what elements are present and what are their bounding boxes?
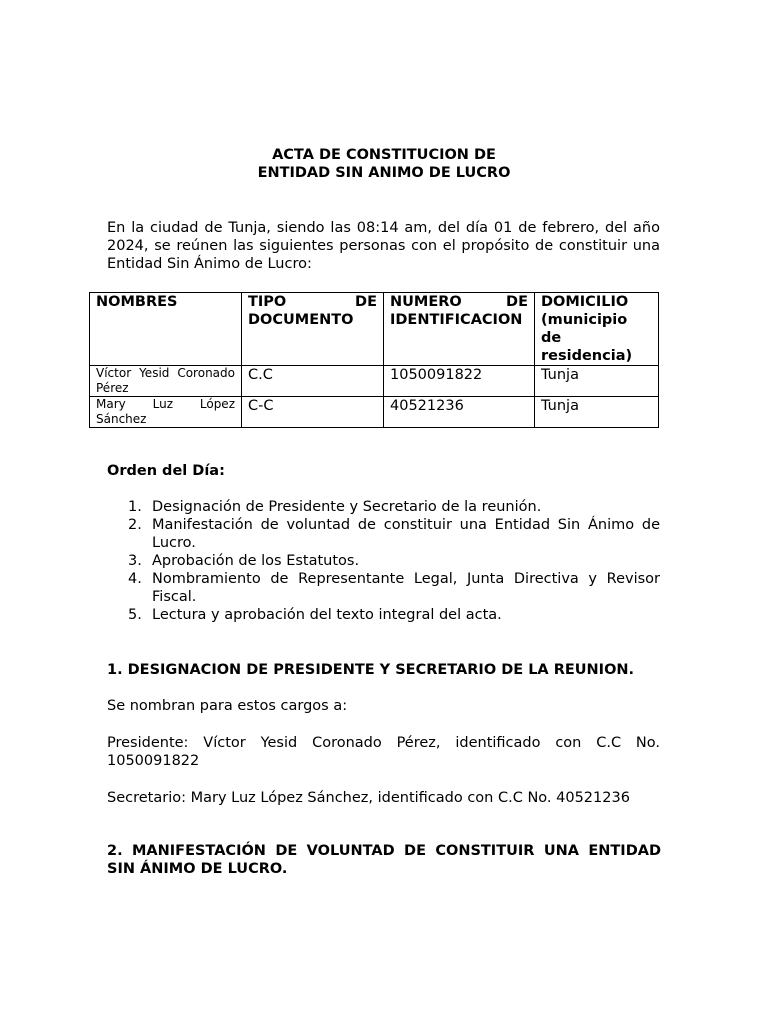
list-item-text: Nombramiento de Representante Legal, Junta Directiva y Revisor Fiscal. (152, 571, 660, 605)
header-domicilio: DOMICILIO (municipio de residencia) (535, 293, 659, 366)
intro-paragraph: En la ciudad de Tunja, siendo las 08:14 am, del día 01 de febrero, del año 2024, se reúnen las siguientes personas con el propósito de constituir una Entidad Sin Ánimo de Lucro: (107, 220, 660, 272)
list-item-number: 2. (128, 517, 142, 533)
participants-table (89, 292, 659, 428)
section-1-president: Presidente: Víctor Yesid Coronado Pérez, identificado con C.C No. 1050091822 (107, 735, 660, 769)
agenda-title: Orden del Día: (107, 463, 225, 479)
list-item-number: 3. (128, 553, 142, 569)
header-numero-identificacion: NUMERO DE IDENTIFICACION (384, 293, 535, 366)
section-1-secretary: Secretario: Mary Luz López Sánchez, identificado con C.C No. 40521236 (107, 790, 630, 806)
section-2-heading: 2. MANIFESTACIÓN DE VOLUNTAD DE CONSTITUIR UNA ENTIDAD SIN ÁNIMO DE LUCRO. (107, 843, 661, 877)
cell-nombre: Víctor Yesid Coronado Pérez (90, 366, 242, 397)
list-item (107, 552, 660, 570)
cell-tipo-documento: C-C (242, 397, 384, 428)
document-title (107, 146, 661, 182)
cell-domicilio: Tunja (535, 366, 659, 397)
list-item-number: 1. (128, 499, 142, 515)
agenda-list (107, 498, 660, 624)
table-row (90, 366, 659, 397)
header-tipo-documento: TIPO DE DOCUMENTO (242, 293, 384, 366)
list-item-text: Aprobación de los Estatutos. (152, 553, 360, 569)
cell-numero-identificacion: 1050091822 (384, 366, 535, 397)
cell-domicilio: Tunja (535, 397, 659, 428)
list-item (107, 498, 660, 516)
list-item (107, 516, 660, 552)
cell-nombre: Mary Luz López Sánchez (90, 397, 242, 428)
cell-numero-identificacion: 40521236 (384, 397, 535, 428)
title-line-2: ENTIDAD SIN ANIMO DE LUCRO (257, 165, 511, 181)
table-row (90, 397, 659, 428)
header-nombres: NOMBRES (90, 293, 242, 366)
section-1-heading: 1. DESIGNACION DE PRESIDENTE Y SECRETARIO DE LA REUNION. (107, 662, 635, 678)
list-item-text: Designación de Presidente y Secretario de la reunión. (152, 499, 542, 515)
table-header-row (90, 293, 659, 366)
list-item (107, 570, 660, 606)
cell-tipo-documento: C.C (242, 366, 384, 397)
title-line-1: ACTA DE CONSTITUCION DE (272, 147, 496, 163)
list-item (107, 606, 660, 624)
section-1-intro: Se nombran para estos cargos a: (107, 698, 348, 714)
list-item-text: Manifestación de voluntad de constituir una Entidad Sin Ánimo de Lucro. (152, 517, 660, 551)
list-item-number: 5. (128, 607, 142, 623)
list-item-text: Lectura y aprobación del texto integral del acta. (152, 607, 502, 623)
list-item-number: 4. (128, 571, 142, 587)
